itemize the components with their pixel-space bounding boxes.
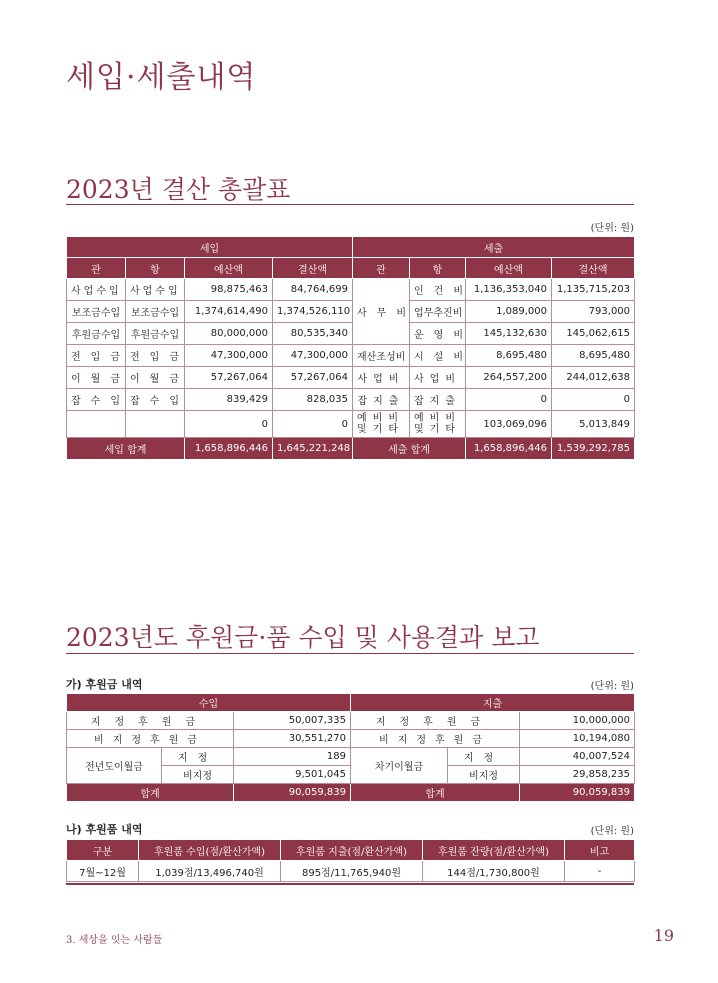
income-total-label: 세입 합계 [67,438,185,460]
table-row [67,712,635,730]
prev-designated-label: 지정 [162,748,234,766]
income-total-label: 합계 [67,784,234,802]
cell-gwan: 잡지출 [353,389,410,411]
cell-gwan [67,411,126,438]
col-header: 후원품 지출(점/환산가액) [281,840,423,861]
expense-total-label: 세출 합계 [353,438,466,460]
subsection-title-goods: 나) 후원품 내역 [66,823,143,836]
cell-hang: 보조금수입 [126,301,185,323]
income-header: 수입 [67,694,351,712]
col-header: 구분 [67,840,139,861]
expense-header: 세출 [353,237,635,258]
cell-hang: 업무추진비 [410,301,466,323]
cell-budget: 1,136,353,040 [466,279,552,301]
cell-hang [126,411,185,438]
page-title: 세입·세출내역 [66,60,257,95]
income-total-settle: 1,645,221,248 [273,438,353,460]
cell-settle: 84,764,699 [273,279,353,301]
designated-income-value: 50,007,335 [234,712,351,730]
cell-settle: 793,000 [552,301,635,323]
cell-gwan: 사무비 [353,279,410,345]
designated-income-label: 지정후원금 [67,712,234,730]
nondesignated-expense-value: 10,194,080 [520,730,635,748]
goods-balance-cell: 144점/1,730,800원 [423,861,565,882]
cell-hang: 전입금 [126,345,185,367]
cell-gwan: 보조금수입 [67,301,126,323]
cell-hang: 인건비 [410,279,466,301]
cell-settle: 57,267,064 [273,367,353,389]
cell-gwan: 전입금 [67,345,126,367]
expense-total-budget: 1,658,896,446 [466,438,552,460]
footer-section-label: 3. 세상을 잇는 사람들 [66,935,163,946]
cell-budget: 47,300,000 [185,345,273,367]
cell-settle: 5,013,849 [552,411,635,438]
page-number: 19 [653,926,674,945]
donation-goods-table [66,839,635,882]
cell-hang: 사업비 [410,367,466,389]
cell-hang: 시설비 [410,345,466,367]
cell-budget: 80,000,000 [185,323,273,345]
cell-budget: 839,429 [185,389,273,411]
remark-cell: - [565,861,635,882]
settlement-summary-table [66,236,635,460]
income-total-value: 90,059,839 [234,784,351,802]
table-row [67,301,635,323]
section-title-settlement: 2023년 결산 총괄표 [66,175,291,204]
expense-total-settle: 1,539,292,785 [552,438,635,460]
cell-budget: 57,267,064 [185,367,273,389]
cell-gwan: 잡수입 [67,389,126,411]
cell-hang: 이월금 [126,367,185,389]
cell-hang: 후원금수입 [126,323,185,345]
nondesignated-expense-label: 비지정후원금 [351,730,520,748]
table-row [67,861,635,882]
cell-settle: 145,062,615 [552,323,635,345]
cell-gwan: 이월금 [67,367,126,389]
cell-settle: 47,300,000 [273,345,353,367]
cell-budget: 264,557,200 [466,367,552,389]
multiline-text: 예비비 및기타 [414,413,461,435]
cell-budget: 0 [466,389,552,411]
table-row [67,730,635,748]
col-header: 예산액 [466,258,552,279]
prev-designated-value: 189 [234,748,351,766]
cell-hang: 운영비 [410,323,466,345]
next-designated-label: 지정 [448,748,520,766]
col-header: 결산액 [273,258,353,279]
multiline-text: 예비비 및기타 [357,413,404,435]
section-divider [66,653,634,654]
period-cell: 7월~12월 [67,861,139,882]
prev-carryover-label: 전년도이월금 [67,748,162,784]
income-total-budget: 1,658,896,446 [185,438,273,460]
col-header: 결산액 [552,258,635,279]
nondesignated-income-label: 비지정후원금 [67,730,234,748]
total-row [67,784,635,802]
designated-expense-label: 지정후원금 [351,712,520,730]
cell-settle: 1,135,715,203 [552,279,635,301]
table-row [67,345,635,367]
prev-nondesignated-value: 9,501,045 [234,766,351,784]
cell-settle: 1,374,526,110 [273,301,353,323]
cell-gwan: 후원금수입 [67,323,126,345]
cell-settle: 8,695,480 [552,345,635,367]
cell-settle: 80,535,340 [273,323,353,345]
col-header: 후원품 잔량(점/환산가액) [423,840,565,861]
section-title-donation: 2023년도 후원금·품 수입 및 사용결과 보고 [66,623,540,652]
expense-total-label: 합계 [351,784,520,802]
donation-money-table [66,693,635,802]
cell-hang: 잡수입 [126,389,185,411]
next-designated-value: 40,007,524 [520,748,635,766]
cell-settle: 0 [552,389,635,411]
col-header: 후원품 수입(점/환산가액) [139,840,281,861]
expense-header: 지출 [351,694,635,712]
cell-budget: 1,374,614,490 [185,301,273,323]
col-header: 관 [67,258,126,279]
nondesignated-income-value: 30,551,270 [234,730,351,748]
cell-budget: 103,069,096 [466,411,552,438]
col-header: 예산액 [185,258,273,279]
cell-settle: 828,035 [273,389,353,411]
table-bottom-rule [66,883,634,885]
unit-label: (단위: 원) [590,681,634,692]
table-row [67,411,635,438]
unit-label: (단위: 원) [590,826,634,837]
table-row [67,279,635,301]
total-row [67,438,635,460]
cell-settle: 244,012,638 [552,367,635,389]
cell-gwan [353,411,410,438]
next-nondesignated-value: 29,858,235 [520,766,635,784]
col-header: 비고 [565,840,635,861]
goods-expense-cell: 895점/11,765,940원 [281,861,423,882]
table-row [67,389,635,411]
cell-budget: 98,875,463 [185,279,273,301]
goods-income-cell: 1,039점/13,496,740원 [139,861,281,882]
cell-settle: 0 [273,411,353,438]
cell-gwan: 사업비 [353,367,410,389]
col-header: 항 [410,258,466,279]
section-divider [66,204,634,205]
next-nondesignated-label: 비지정 [448,766,520,784]
cell-hang [410,411,466,438]
unit-label: (단위: 원) [590,223,634,234]
expense-total-value: 90,059,839 [520,784,635,802]
next-carryover-label: 차기이월금 [351,748,448,784]
designated-expense-value: 10,000,000 [520,712,635,730]
cell-budget: 1,089,000 [466,301,552,323]
cell-budget: 0 [185,411,273,438]
cell-budget: 145,132,630 [466,323,552,345]
cell-gwan: 재산조성비 [353,345,410,367]
col-header: 관 [353,258,410,279]
prev-nondesignated-label: 비지정 [162,766,234,784]
table-row [67,323,635,345]
cell-hang: 잡지출 [410,389,466,411]
cell-hang: 사업수입 [126,279,185,301]
subsection-title-money: 가) 후원금 내역 [66,678,143,691]
cell-gwan: 사업수입 [67,279,126,301]
col-header: 항 [126,258,185,279]
table-row [67,748,635,766]
table-row [67,367,635,389]
income-header: 세입 [67,237,353,258]
cell-budget: 8,695,480 [466,345,552,367]
